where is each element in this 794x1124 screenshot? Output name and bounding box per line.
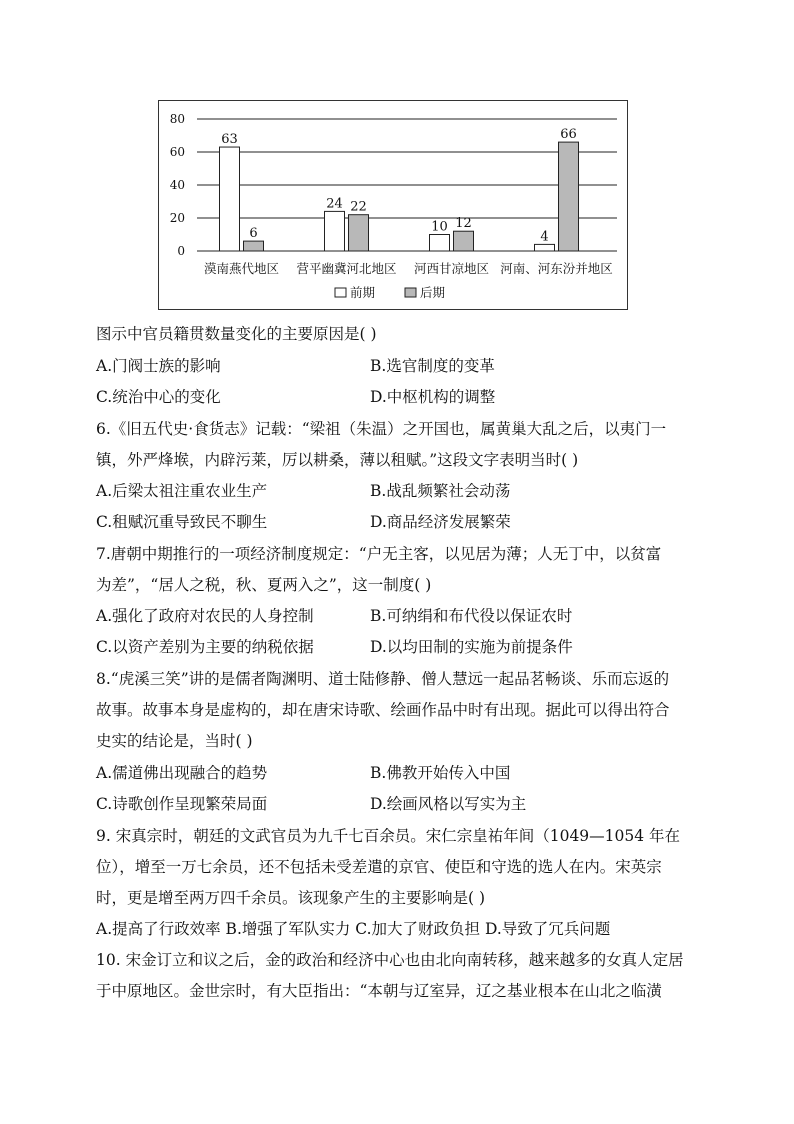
q8-line: 8.“虎溪三笑”讲的是儒者陶渊明、道士陆修静、僧人慧远一起品茗畅谈、乐而忘返的 (96, 670, 670, 688)
category-label: 河西甘凉地区 (413, 261, 490, 276)
y-tick-label: 60 (169, 145, 185, 159)
data-label: 12 (455, 216, 472, 232)
q7-option-c: C.以资产差别为主要的纳税依据 (96, 638, 314, 656)
data-label: 66 (560, 127, 577, 143)
bar-late (244, 241, 264, 251)
q8-line: 故事。故事本身是虚构的，却在唐宋诗歌、绘画作品中时有出现。据此可以得出符合 (96, 701, 670, 719)
bar-early (535, 244, 555, 251)
bar-late (349, 215, 369, 251)
q9-line: 9. 宋真宗时，朝廷的文武官员为九千七百余员。宋仁宗皇祐年间（1049—1054 年在 (96, 827, 681, 845)
legend-swatch (405, 288, 416, 297)
q7-option-b: B.可纳绢和布代役以保证农时 (370, 607, 573, 625)
category-label: 营平幽冀河北地区 (296, 261, 397, 276)
data-label: 4 (540, 229, 549, 245)
q8-option-d: D.绘画风格以写实为主 (370, 795, 527, 813)
q7-line: 7.唐朝中期推行的一项经济制度规定：“户无主客，以见居为薄；人无丁中，以贫富 (96, 545, 662, 563)
q6-option-c: C.租赋沉重导致民不聊生 (96, 513, 268, 531)
q9-line: 位），增至一万七余员，还不包括未受差遣的京官、使臣和守选的选人在内。宋英宗 (96, 858, 662, 876)
category-label: 漠南燕代地区 (203, 261, 280, 276)
y-tick-label: 20 (169, 211, 185, 225)
data-label: 24 (326, 196, 343, 212)
data-label: 10 (431, 219, 448, 235)
q7-option-a: A.强化了政府对农民的人身控制 (96, 607, 314, 625)
q10-line: 10. 宋金订立和议之后，金的政治和经济中心也由北向南转移，越来越多的女真人定居 (96, 951, 684, 969)
data-label: 22 (350, 199, 367, 215)
q8-option-a: A.儒道佛出现融合的趋势 (96, 764, 268, 782)
y-tick-label: 80 (169, 112, 185, 126)
q7-option-d: D.以均田制的实施为前提条件 (370, 638, 573, 656)
q8-line: 史实的结论是，当时( ) (96, 732, 253, 750)
legend-swatch (335, 288, 346, 297)
category-label: 河南、河东汾并地区 (500, 261, 613, 276)
chart-svg (159, 101, 629, 311)
legend-label: 前期 (350, 285, 376, 300)
q9-options: A.提高了行政效率 B.增强了军队实力 C.加大了财政负担 D.导致了冗兵问题 (96, 920, 611, 938)
bar-chart (158, 100, 628, 310)
bar-late (454, 231, 474, 251)
q5-option-b: B.选官制度的变革 (370, 357, 495, 375)
y-tick-label: 40 (169, 178, 185, 192)
bar-early (325, 211, 345, 251)
bar-early (220, 147, 240, 251)
y-tick-label: 0 (177, 244, 185, 258)
q6-line: 镇，外严烽堠，内辟污莱，厉以耕桑，薄以租赋。”这段文字表明当时( ) (96, 451, 579, 469)
data-label: 6 (249, 226, 258, 242)
q10-line: 于中原地区。金世宗时，有大臣指出：“本朝与辽室异，辽之基业根本在山北之临潢 (96, 982, 662, 1000)
q5-option-c: C.统治中心的变化 (96, 388, 221, 406)
q9-line: 时，更是增至两万四千余员。该现象产生的主要影响是( ) (96, 889, 486, 907)
q8-option-c: C.诗歌创作呈现繁荣局面 (96, 795, 268, 813)
data-label: 63 (221, 132, 238, 148)
q5-stem: 图示中官员籍贯数量变化的主要原因是( ) (96, 325, 377, 343)
q7-line: 为差”，“居人之税，秋、夏两入之”，这一制度( ) (96, 576, 432, 594)
legend-label: 后期 (420, 285, 446, 300)
bar-early (430, 235, 450, 252)
bar-late (559, 142, 579, 251)
q8-option-b: B.佛教开始传入中国 (370, 764, 511, 782)
q6-line: 6.《旧五代史·食货志》记载：“梁祖（朱温）之开国也，属黄巢大乱之后，以夷门一 (96, 420, 667, 438)
q6-option-a: A.后梁太祖注重农业生产 (96, 482, 268, 500)
q5-option-d: D.中枢机构的调整 (370, 388, 496, 406)
q6-option-b: B.战乱频繁社会动荡 (370, 482, 511, 500)
q6-option-d: D.商品经济发展繁荣 (370, 513, 511, 531)
q5-option-a: A.门阀士族的影响 (96, 357, 221, 375)
